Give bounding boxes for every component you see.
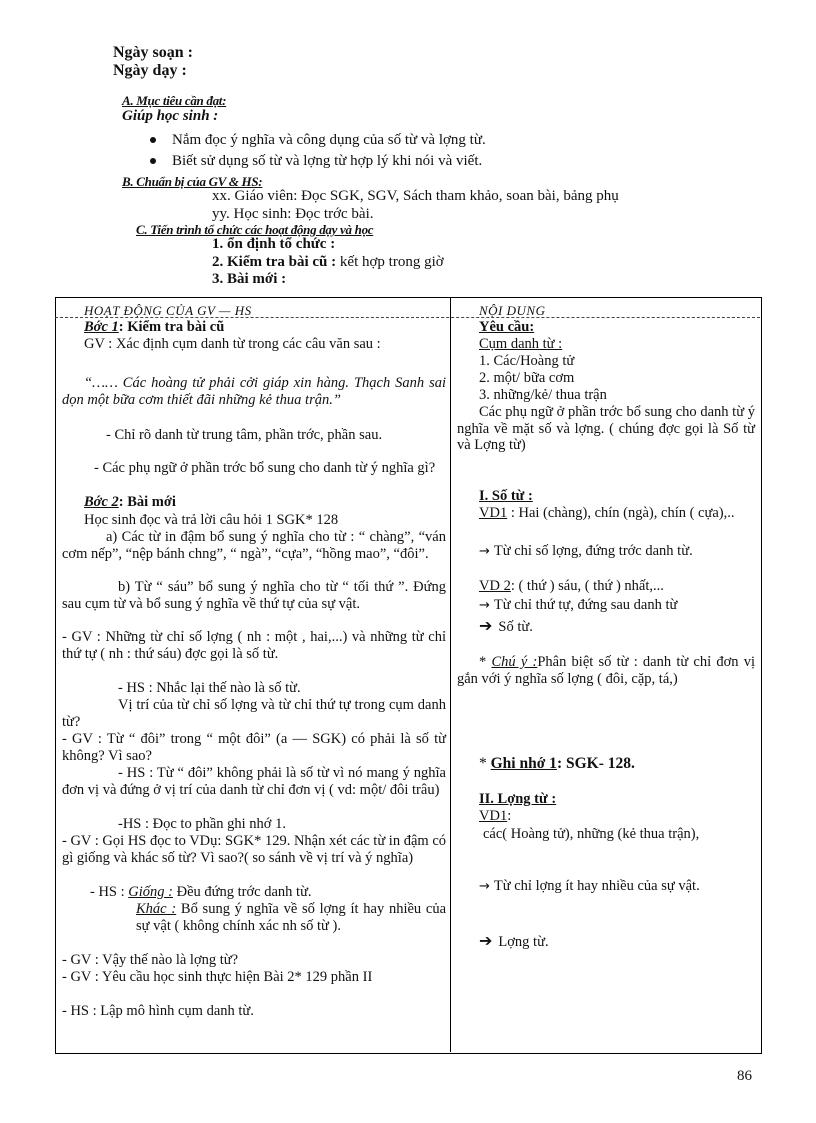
section-a-subtitle: Giúp học sinh : bbox=[122, 108, 219, 124]
step-2 bbox=[212, 254, 444, 271]
step-1-heading-title: : Kiểm tra bài cũ bbox=[118, 319, 225, 335]
para-10: - GV : Gọi HS đọc to VDụ: SGK* 129. Nhận xét các từ in đậm có gì giống và khác số từ? Vì sao?( so sánh về vị trí và ý nghĩa) bbox=[62, 833, 446, 866]
numeral-example-1 bbox=[457, 505, 755, 522]
numeral-rule-1-text: Từ chỉ số lợng, đứng trớc danh từ. bbox=[493, 543, 693, 559]
right-column-header: NỘI DUNG bbox=[479, 303, 546, 318]
note-text: Phân biệt số từ : danh từ chỉ đơn vị gắn với ý nghĩa số lợng ( đôi, cặp, tá,) bbox=[457, 654, 756, 687]
section-numeral-title: I. Số từ : bbox=[479, 488, 533, 504]
numeral-example-2 bbox=[457, 578, 755, 595]
numeral-rule-1 bbox=[457, 543, 755, 561]
bullet-dot-icon bbox=[150, 158, 156, 164]
noun-phrase-label: Cụm danh từ : bbox=[479, 336, 563, 352]
gv-question-1: GV : Xác định cụm danh từ trong các câu văn sau : bbox=[84, 336, 381, 352]
section-quantifier-title: II. Lợng từ : bbox=[479, 791, 557, 807]
step-3 bbox=[212, 271, 286, 288]
quantifier-rule bbox=[457, 878, 755, 896]
bullet-dot-icon bbox=[150, 137, 156, 143]
step-2-text: kết hợp trong giờ bbox=[339, 254, 444, 270]
para-6: Vị trí của từ chỉ số lợng và từ chỉ thứ tự trong cụm danh từ? bbox=[62, 697, 446, 730]
question-a: - Chỉ rõ danh từ trung tâm, phần trớc, phần sau. bbox=[106, 427, 383, 443]
prep-student: yy. Học sinh: Đọc trớc bài. bbox=[212, 206, 374, 222]
para-11-giong-text: Đều đứng trớc danh từ. bbox=[176, 884, 312, 900]
para-5: - HS : Nhắc lại thế nào là số từ. bbox=[118, 680, 301, 696]
para-11-giong-label: Giống : bbox=[128, 884, 173, 900]
para-7: - GV : Từ “ đôi” trong “ một đôi” (a — SGK) có phải là số từ không? Vì sao? bbox=[62, 731, 446, 764]
quantifier-rule-text: Từ chỉ lợng ít hay nhiều của sự vật. bbox=[493, 878, 700, 894]
para-11 bbox=[62, 884, 446, 901]
objective-2: Biết sử dụng số từ và lợng từ hợp lý khi nói và viết. bbox=[172, 153, 483, 169]
ngay-soan: Ngày soạn : bbox=[113, 44, 194, 61]
numeral-conclusion-text: Số từ. bbox=[498, 619, 533, 635]
bold-right-arrow-icon: ➔ bbox=[479, 931, 493, 950]
numeral-rule-2 bbox=[457, 597, 755, 615]
quantifier-example bbox=[457, 808, 755, 825]
para-1: Học sinh đọc và trả lời câu hỏi 1 SGK* 128 bbox=[84, 512, 339, 528]
quantifier-words: các( Hoàng tử), những (kẻ thua trận), bbox=[483, 826, 700, 842]
note-label: Chú ý : bbox=[491, 654, 538, 670]
para-12: - GV : Vậy thế nào là lợng từ? bbox=[62, 952, 239, 968]
example-line-1: 1. Các/Hoàng tử bbox=[479, 353, 575, 369]
memo-star: * bbox=[479, 755, 487, 772]
para-13: - GV : Yêu cầu học sinh thực hiện Bài 2* 129 phần II bbox=[62, 969, 373, 985]
section-b-title: B. Chuẩn bị của GV & HS: bbox=[122, 174, 263, 189]
memo-label: Ghi nhớ 1 bbox=[490, 755, 557, 772]
vd1b-label: VD1 bbox=[479, 808, 508, 824]
right-arrow-icon: → bbox=[479, 598, 490, 613]
para-11-khac-text: Bổ sung ý nghĩa về số lợng ít hay nhiều của sự vật ( không chính xác nh số từ ). bbox=[136, 901, 447, 934]
objective-1: Nắm đọc ý nghĩa và công dụng của số từ và lợng từ. bbox=[172, 132, 486, 148]
example-line-3: 3. những/kẻ/ thua trận bbox=[479, 387, 607, 403]
question-b: - Các phụ ngữ ở phần trớc bổ sung cho danh từ ý nghĩa gì? bbox=[94, 460, 436, 476]
step-1 bbox=[212, 236, 335, 253]
right-arrow-icon: → bbox=[479, 544, 490, 559]
numeral-conclusion bbox=[457, 618, 755, 636]
quantifier-conclusion-text: Lợng từ. bbox=[498, 934, 549, 950]
note-star: * bbox=[479, 654, 487, 670]
step-1-heading-label: Bớc 1 bbox=[84, 319, 119, 335]
step-1-label: 1. ổn định tổ chức : bbox=[212, 236, 336, 252]
para-3: b) Từ “ sáu” bổ sung ý nghĩa cho từ “ tối thứ ”. Đứng sau cụm từ và bổ sung ý nghĩa về thứ tự của sự vật. bbox=[62, 579, 446, 612]
table-column-divider bbox=[450, 297, 451, 1052]
para-9: -HS : Đọc to phần ghi nhớ 1. bbox=[118, 816, 286, 832]
para-8: - HS : Từ “ đôi” không phải là số từ vì nó mang ý nghĩa đơn vị và đứng ở vị trí của danh từ chỉ đơn vị ( vd: một/ đôi trâu) bbox=[62, 765, 446, 798]
step-2-label: 2. Kiểm tra bài cũ : bbox=[212, 254, 337, 270]
memo-1 bbox=[457, 756, 755, 773]
modifier-description: Các phụ ngữ ở phần trớc bổ sung cho danh từ ý nghĩa về mặt số và lợng. ( chúng đợc gọi là Số từ và Lợng từ) bbox=[457, 404, 755, 453]
example-line-2: 2. một/ bữa cơm bbox=[479, 370, 575, 386]
quantifier-conclusion bbox=[457, 933, 755, 951]
para-11b bbox=[62, 901, 446, 934]
quote-text: “…… Các hoàng tử phải cởi giáp xin hàng. Thạch Sanh sai dọn một bữa cơm thiết đãi những kẻ thua trận.” bbox=[62, 375, 446, 408]
vd2-label: VD 2 bbox=[479, 578, 511, 594]
requirements-title: Yêu cầu: bbox=[479, 319, 535, 335]
para-11-khac-label: Khác : bbox=[136, 901, 177, 917]
step-2-heading bbox=[62, 494, 446, 511]
vd1-text: : Hai (chàng), chín (ngà), chín ( cựa),.. bbox=[510, 505, 735, 521]
left-column-header: HOẠT ĐỘNG CỦA GV — HS bbox=[84, 303, 252, 318]
vd1-label: VD1 bbox=[479, 505, 508, 521]
para-14: - HS : Lập mô hình cụm danh từ. bbox=[62, 1003, 254, 1019]
ngay-day: Ngày dạy : bbox=[113, 62, 187, 79]
bold-right-arrow-icon: ➔ bbox=[479, 616, 493, 635]
step-3-label: 3. Bài mới : bbox=[212, 271, 287, 287]
memo-text: : SGK- 128. bbox=[556, 755, 635, 772]
section-c-title: C. Tiến trình tổ chức các hoạt động dạy và học bbox=[136, 222, 374, 237]
prep-teacher: xx. Giáo viên: Đọc SGK, SGV, Sách tham khảo, soan bài, bảng phụ bbox=[212, 188, 619, 204]
step-2-heading-title: : Bài mới bbox=[118, 494, 176, 510]
numeral-rule-2-text: Từ chỉ thứ tự, đứng sau danh từ bbox=[493, 597, 678, 613]
section-a-title: A. Mục tiêu cần đạt: bbox=[122, 93, 227, 108]
para-4: - GV : Những từ chỉ số lợng ( nh : một , hai,...) và những từ chỉ thứ tự ( nh : thứ sáu) đợc gọi là số từ. bbox=[62, 629, 446, 662]
para-2: a) Các từ in đậm bổ sung ý nghĩa cho từ : “ chàng”, “ván cơm nếp”, “nệp bánh chng”, “ ngà”, “cựa”, “hồng mao”, “đôi”. bbox=[62, 529, 446, 562]
page-number: 86 bbox=[737, 1068, 752, 1084]
right-arrow-icon: → bbox=[479, 879, 490, 894]
note bbox=[457, 654, 755, 687]
vd2-text: : ( thứ ) sáu, ( thứ ) nhất,... bbox=[510, 578, 664, 594]
para-11-lead: - HS : bbox=[90, 884, 125, 900]
step-2-heading-label: Bớc 2 bbox=[84, 494, 119, 510]
vd1b-text: : bbox=[507, 808, 512, 824]
step-1-heading bbox=[62, 319, 446, 336]
